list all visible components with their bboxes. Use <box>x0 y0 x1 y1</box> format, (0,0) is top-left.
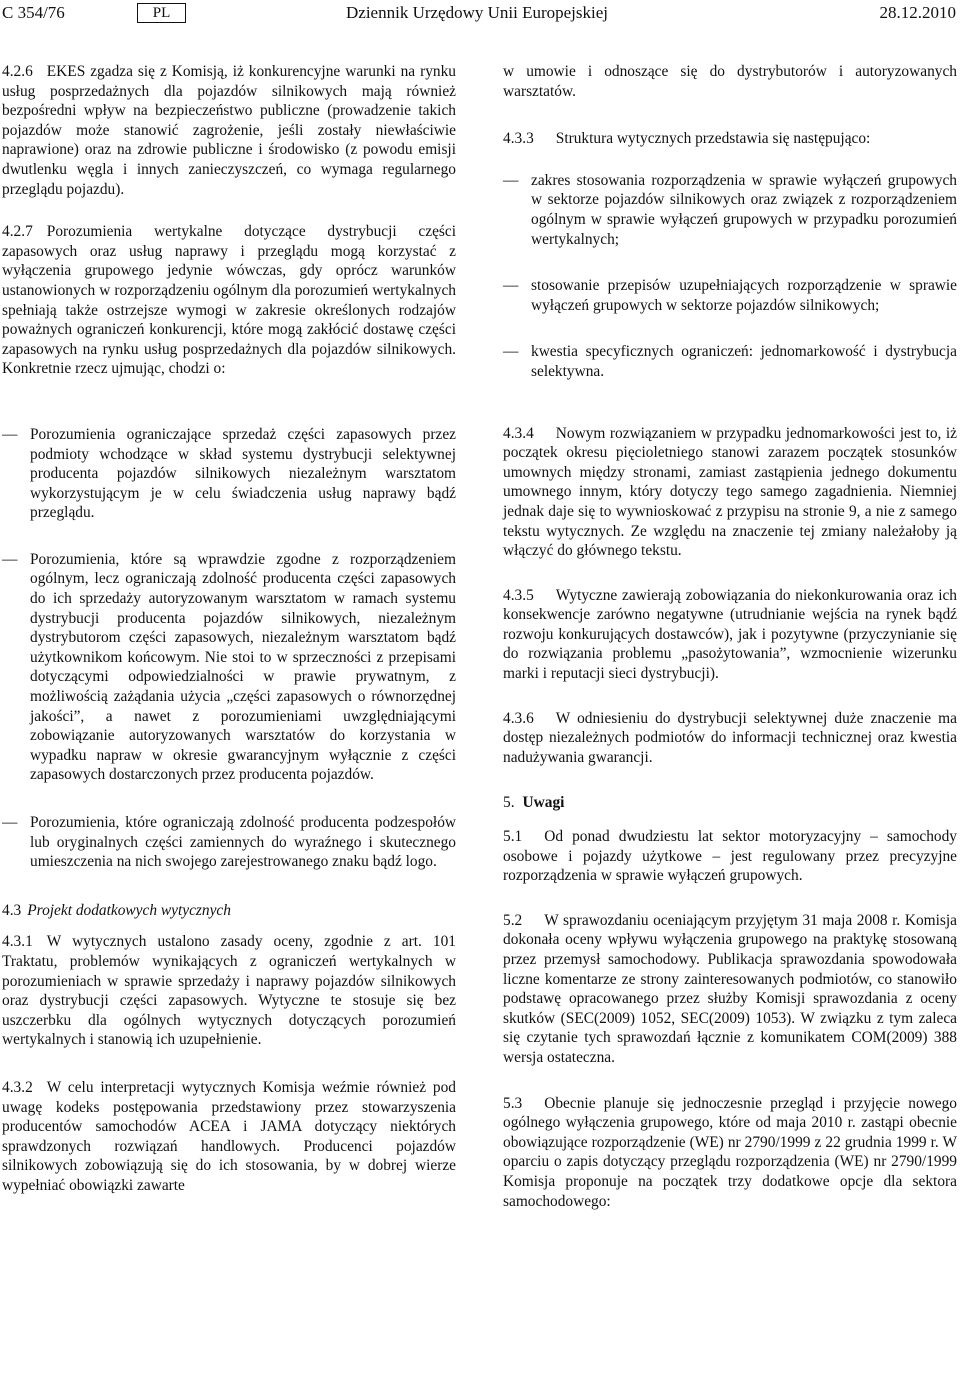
paragraph-number: 5.2 <box>503 911 523 929</box>
paragraph-text: Wytyczne zawierają zobowiązania do niekonkurowania oraz ich konsekwencje zarówno negatywne (utrudnianie wejścia na rynek bądź rozwoju konkurujących dostawców), jak i pozytywne (przyczynianie się do rozwiązania problemu „pasożytowania”, wzmocnienie wizerunku marki i reputacji sieci dystrybucji). <box>503 586 957 683</box>
paragraph-text: Nowym rozwiązaniem w przypadku jednomarkowości jest to, iż początek okresu pięcioletniego stanowi zarazem początek stosunków umownych między stronami, zamiast zastąpienia jednego dokumentu umownego innym, który dotyczy tego samego zagadnienia. Niemniej jednak daje się to wywnioskować z przypisu na stronie 9, a nie z samego tekstu wytycznych. Ze względu na znaczenie tej zmiany należałoby ją włączyć do głównego tekstu. <box>503 424 957 560</box>
dash-bullet: — <box>503 343 519 361</box>
dash-bullet: — <box>503 277 519 295</box>
section-number: 4.3 <box>2 901 22 919</box>
paragraph-number: 4.3.5 <box>503 586 534 604</box>
paragraph-text: W celu interpretacji wytycznych Komisja weźmie również pod uwagę kodeks postępowania przedstawiony przez stowarzyszenia producentów samochodów ACEA i JAMA dotyczący niektórych sprawdzonych rozwiązań handlowych. Producenci pojazdów silnikowych zobowiązują się do ich stosowania, by w dobrej wierze wypełniać obowiązki zawarte <box>2 1078 456 1194</box>
list-item-text: Porozumienia, które są wprawdzie zgodne z rozporządzeniem ogólnym, lecz ograniczają zdolność producenta części zapasowych do ich sprzedaży autoryzowanym warsztatom w ramach systemu dystrybucji producenta pojazdów silnikowych, niezależnym dystrybutorom części zapasowych, niezależnym warsztatom bądź użytkownikom końcowym. Nie stoi to w sprzeczności z przepisami dotyczącymi odpowiedzialności w prawie prywatnym, z możliwością zażądania użycia „części zapasowych o równorzędnej jakości”, a nawet z porozumieniami uwzględniającymi zobowiązanie autoryzowanych warsztatów do korzystania w wypadku napraw w okresie gwarancyjnym wyłącznie z części zapasowych dostarczonych przez producenta pojazdów. <box>30 550 456 784</box>
dash-bullet: — <box>2 550 18 568</box>
list-item <box>503 171 957 249</box>
list-item-text: kwestia specyficznych ograniczeń: jednomarkowość i dystrybucja selektywna. <box>531 343 957 380</box>
list-item-text: zakres stosowania rozporządzenia w sprawie wyłączeń grupowych w sektorze pojazdów silnikowych oraz związek z rozporządzeniem ogólnym w sprawie wyłączeń grupowych w przypadku porozumień wertykalnych; <box>531 171 957 248</box>
paragraph-number: 5.3 <box>503 1094 523 1112</box>
paragraph-4-3-1 <box>2 932 456 1050</box>
paragraph-4-3-4 <box>503 424 957 561</box>
list-item <box>503 276 957 315</box>
dash-bullet: — <box>2 425 18 443</box>
paragraph-number: 4.3.3 <box>503 130 534 148</box>
paragraph-continuation: w umowie i odnoszące się do dystrybutorów i autoryzowanych warsztatów. <box>503 63 957 100</box>
list-item <box>2 550 456 785</box>
list-item-text: stosowanie przepisów uzupełniających rozporządzenie w sprawie wyłączeń grupowych w sektorze pojazdów silnikowych; <box>531 277 957 314</box>
paragraph-number: 4.3.1 <box>2 933 33 951</box>
list-item-text: Porozumienia, które ograniczają zdolność producenta podzespołów lub oryginalnych części zamiennych do wyraźnego i skutecznego umieszczenia na nich swojego zarejestrowanego znaku bądź logo. <box>30 814 456 871</box>
left-column <box>2 62 456 1219</box>
section-number: 5. <box>503 794 515 812</box>
right-column <box>503 62 957 1234</box>
paragraph-4-3-5 <box>503 586 957 684</box>
paragraph-4-2-7 <box>2 222 456 379</box>
paragraph-text: W odniesieniu do dystrybucji selektywnej duże znaczenie ma dostęp niezależnych podmiotów do informacji technicznej oraz kwestia nadużywania gwarancji. <box>503 709 957 766</box>
paragraph-text: Struktura wytycznych przedstawia się następująco: <box>555 130 871 148</box>
paragraph-text: Od ponad dwudziestu lat sektor motoryzacyjny – samochody osobowe i pojazdy użytkowe – jest regulowany przez precyzyjne rozporządzenia w sprawie wyłączeń grupowych. <box>503 828 957 885</box>
section-heading-4-3 <box>2 901 456 921</box>
paragraph-number: 4.2.7 <box>2 223 33 241</box>
section-title: Uwagi <box>522 794 565 812</box>
paragraph-5-3 <box>503 1094 957 1212</box>
page-number: C 354/76 <box>2 3 65 22</box>
paragraph-text: Porozumienia wertykalne dotyczące dystrybucji części zapasowych oraz usług naprawy i przeglądu mogą korzystać z wyłączenia grupowego jedynie wówczas, gdy oprócz warunków ustanowionych w rozporządzeniu ogólnym dla porozumień wertykalnych spełniają także ostrzejsze wymogi w zakresie określonych rodzajów poważnych ograniczeń konkurencji, które mogą zakłócić dostawę części zapasowych na rynku usług posprzedażnych dla pojazdów silnikowych. Konkretnie rzecz ujmując, chodzi o: <box>2 223 456 378</box>
paragraph-text: Obecnie planuje się jednoczesnie przegląd i przyjęcie nowego ogólnego wyłączenia grupowego, które od maja 2010 r. zastąpi obecnie obowiązujące rozporządzenie (WE) nr 2790/1999 z 22 grudnia 1999 r. W oparciu o zapis dotyczący przeglądu rozporządzenia (WE) nr 2790/1999 Komisja proponuje na początek trzy dodatkowe opcje dla sektora samochodowego: <box>503 1094 957 1210</box>
paragraph-text: W wytycznych ustalono zasady oceny, zgodnie z art. 101 Traktatu, problemów wynikających z ograniczeń wertykalnych w porozumieniach w sprawie sprzedaży i naprawy pojazdów silnikowych oraz dystrybucji części zapasowych. Wytyczne te stosuje się bez uszczerbku dla ogólnych wytycznych dotyczących porozumień wertykalnych i stanowią ich uzupełnienie. <box>2 933 456 1049</box>
dash-bullet: — <box>503 171 519 189</box>
paragraph-number: 4.3.2 <box>2 1078 33 1096</box>
paragraph-text: EKES zgadza się z Komisją, iż konkurencyjne warunki na rynku usług posprzedażnych dla pojazdów silnikowych mają również bezpośredni wpływ na bezpieczeństwo publiczne (prowadzenie takich pojazdów może stanowić zagrożenie, jeśli zostały niewłaściwie naprawione) oraz na zdrowie publiczne i środowisko (z powodu emisji dwutlenku węgla i innych zanieczyszczeń, co wymaga regularnego przeglądu pojazdu). <box>2 63 456 198</box>
paragraph-5-1 <box>503 827 957 886</box>
dash-bullet: — <box>2 814 18 831</box>
list-item-text: Porozumienia ograniczające sprzedaż części zapasowych przez podmioty wchodzące w skład systemu dystrybucji selektywnej producenta pojazdów silnikowych niezależnym warsztatom wykorzystującym je w celu świadczenia usług naprawy bądź przeglądu. <box>30 425 456 522</box>
paragraph-number: 4.3.6 <box>503 709 534 727</box>
issue-date: 28.12.2010 <box>879 3 956 22</box>
paragraph-number: 4.3.4 <box>503 424 534 442</box>
paragraph-4-3-3 <box>503 129 957 149</box>
paragraph-4-3-6 <box>503 709 957 768</box>
list-item <box>2 425 456 523</box>
section-heading-5 <box>503 793 957 813</box>
journal-title: Dziennik Urzędowy Unii Europejskiej <box>346 3 609 22</box>
language-badge: PL <box>137 3 186 23</box>
paragraph-5-2 <box>503 911 957 1068</box>
paragraph-text: W sprawozdaniu oceniającym przyjętym 31 maja 2008 r. Komisja dokonała oceny wpływu wyłączenia grupowego na praktykę stosowaną przez przemysł samochodowy. Publikacja sprawozdania spowodowała liczne komentarze ze strony zainteresowanych podmiotów, co stanowiło podstawę opracowanego przez służby Komisji sprawozdania z oceny skutków (SEC(2009) 1052, SEC(2009) 1053). W związku z tym zaleca się czytanie tych sprawozdań łącznie z komunikatem COM(2009) 388 wersja ostateczna. <box>503 911 957 1066</box>
list-item <box>2 813 456 872</box>
section-title: Projekt dodatkowych wytycznych <box>27 901 231 919</box>
page-header <box>0 0 960 36</box>
paragraph-4-2-6 <box>2 62 456 199</box>
paragraph-number: 4.2.6 <box>2 63 33 80</box>
paragraph-number: 5.1 <box>503 828 523 846</box>
paragraph-4-3-2 <box>2 1078 456 1196</box>
list-item <box>503 342 957 381</box>
